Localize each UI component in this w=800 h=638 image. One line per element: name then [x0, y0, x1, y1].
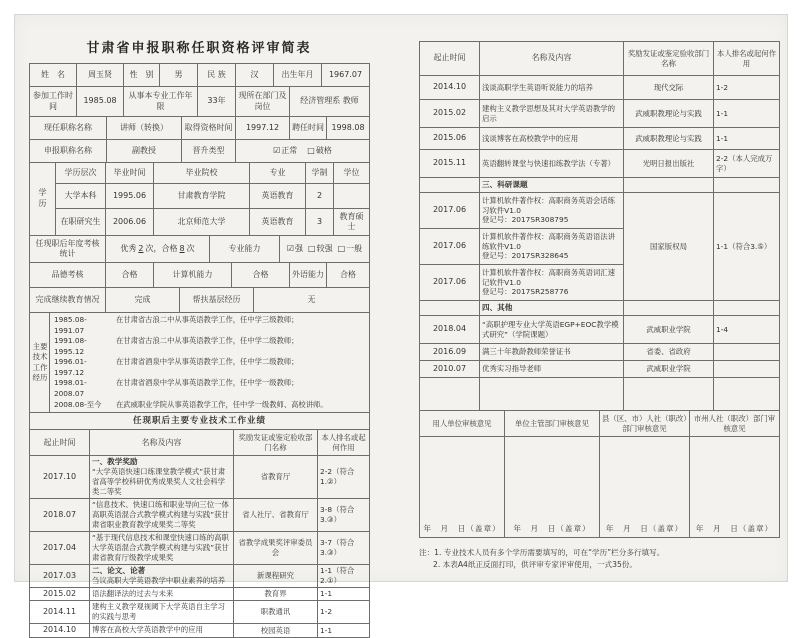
education-vertical-label: 学历 [30, 163, 56, 236]
page-1 [29, 37, 369, 638]
achievement-row: 2018.04 “高职护理专业大学英语EGP+EOC教学模式研究”（学院课题） 武威职业学院 1-4 [420, 316, 780, 344]
col-rank-header: 本人排名或起何作用 [318, 430, 370, 456]
education-table [29, 162, 370, 236]
approval-stamp-area: 年 月 日（盖章） [505, 437, 600, 538]
work-history-table [29, 312, 370, 413]
apply-title-label: 申报职称名称 [30, 140, 107, 163]
title-table [29, 116, 370, 163]
approval-header-employer: 用人单位审核意见 [420, 411, 505, 437]
moral-label: 品德考核 [30, 263, 106, 288]
edu-school-header: 毕业院校 [154, 163, 250, 184]
ability-normal-option: □一般 [337, 243, 363, 253]
section3-title: 三、科研课题 [482, 180, 528, 190]
col-time-header: 起止时间 [30, 430, 90, 456]
col-name-header: 名称及内容 [90, 430, 234, 456]
software-org: 国家版权局 [624, 193, 714, 301]
computer-value: 合格 [232, 263, 290, 288]
achievement-row: 2015.02 语法翻译法的过去与未来 教育界 1-1 [30, 587, 370, 600]
name-label: 姓 名 [30, 64, 77, 87]
ability-label: 专业能力 [210, 236, 280, 263]
achievement-row: 2015.11 英语翻转课堂与快速扣练教学法（专著） 光明日报出版社 2-2（本人完成万字） [420, 150, 780, 178]
promotion-type-label: 晋升类型 [182, 140, 236, 163]
achievements-section-title: 任现职后主要专业技术工作业绩 [30, 413, 370, 430]
current-title-value: 讲师（转换） [107, 117, 182, 140]
software-rank: 1-1（符合3.⑤） [714, 193, 780, 301]
achievements-table-p2 [419, 41, 780, 411]
col-time-header: 起止时间 [420, 42, 480, 76]
approval-stamp-area: 年 月 日（盖章） [420, 437, 505, 538]
years-value: 33年 [198, 87, 236, 117]
ability-value [280, 236, 370, 263]
section-row [420, 301, 780, 316]
education-row: 在职研究生 2006.06 北京师范大学 英语教育 3 教育硕士 [30, 209, 370, 236]
education-row: 大学本科 1995.06 甘肃教育学院 英语教育 2 [30, 184, 370, 209]
achievement-row: 2017.04 “基于现代信息技术和课堂快速口练的高职大学英语混合式教学模式构建与实践”获甘肃省教育厅级教学成果奖 省教学成果奖评审委员会 3-7（符合3.③） [30, 531, 370, 564]
apply-title-value: 副教授 [107, 140, 182, 163]
computer-label: 计算机能力 [154, 263, 232, 288]
section-row [420, 178, 780, 193]
ethnic-label: 民 族 [198, 64, 236, 87]
annual-assess-table [29, 235, 370, 263]
note-line-2: 2. 本表A4纸正反面打印，供评审专家评审使用，一式35份。 [433, 559, 638, 569]
work-history-vertical-label: 主要技术工作经历 [30, 313, 50, 413]
name-value: 周玉贤 [77, 64, 124, 87]
section4-title: 四、其他 [482, 303, 513, 313]
approval-header-county: 县（区、市）人社（职改）部门审核意见 [600, 411, 690, 437]
continuing-edu-label: 完成继续教育情况 [30, 288, 106, 313]
work-history-line: 1996.01-1997.12 在甘肃省酒泉中学从事英语教学工作，任中学二级教师； [54, 357, 299, 377]
achievement-row: 2015.06 浅谈博客在高校教学中的应用 武威职教理论与实践 1-1 [420, 128, 780, 150]
birth-value: 1967.07 [322, 64, 370, 87]
checkbox-checked-icon: ☑ [286, 243, 295, 253]
ethnic-value: 汉 [236, 64, 274, 87]
col-org-header: 奖励发证或鉴定验收部门名称 [624, 42, 714, 76]
form-notes [419, 547, 779, 571]
achievement-row: 2017.03 二、论文、论著 刍议高职大学英语教学中职业素养的培养 新课程研究 1-1（符合2.①） [30, 564, 370, 587]
software-row: 2017.06 计算机软件著作权：高职商务英语会话练习软件V1.0 登记号：2017SR308795 国家版权局 1-1（符合3.⑤） [420, 193, 780, 229]
years-label: 从事本专业工作年限 [124, 87, 198, 117]
workstart-label: 参加工作时间 [30, 87, 77, 117]
continuing-edu-table [29, 287, 370, 313]
current-title-label: 现任职称名称 [30, 117, 107, 140]
work-history-line: 1998.01-2008.07 在甘肃省酒泉中学从事英语教学工作，任中学一级教师； [54, 378, 299, 399]
info-table-row2 [29, 86, 370, 117]
foreign-label: 外语能力 [290, 263, 327, 288]
col-org-header: 奖励发证或鉴定验收部门名称 [234, 430, 318, 456]
edu-degree-header: 学位 [334, 163, 370, 184]
col-rank-header: 本人排名或起何作用 [714, 42, 780, 76]
workstart-value: 1985.08 [77, 87, 124, 117]
checkbox-unchecked-icon: □ [307, 145, 315, 155]
col-name-header: 名称及内容 [480, 42, 624, 76]
dept-value: 经济管理系 教师 [290, 87, 370, 117]
ability-medium-option: □较强 [308, 243, 333, 253]
achievement-row: 2018.07 “信息技术、快速口练和职业导向三位一体高职英语混合式教学模式构建与实践”获甘肃省职业教育教学成果奖二等奖 省人社厅、省教育厅 3-8（符合3.③） [30, 499, 370, 532]
work-history-line: 1985.08-1991.07 在甘肃省古浪二中从事英语教学工作，任中学三级教师； [54, 315, 299, 335]
hire-time-value: 1998.08 [327, 117, 370, 140]
software-row: 2017.06 计算机软件著作权：高职商务英语语法讲练软件V1.0 登记号：2017SR328645 [420, 229, 780, 265]
hire-time-label: 聘任时间 [290, 117, 327, 140]
approval-stamp-area: 年 月 日（盖章） [600, 437, 690, 538]
achievement-row: 2015.02 建构主义教学思想及其对大学英语教学的启示 武威职教理论与实践 1-1 [420, 100, 780, 128]
promotion-normal-option: ☑正常 [273, 145, 298, 155]
achievements-table-p1 [29, 412, 370, 637]
edu-time-header: 毕业时间 [106, 163, 154, 184]
approval-table [419, 410, 780, 538]
achievement-row: 2017.10 一、教学奖励 “大学英语快速口练课堂教学模式”获甘肃省高等学校科研优秀成果奖人文社会科学类二等奖 省教育厅 2-2（符合1.②） [30, 456, 370, 499]
dept-label: 现所在部门及岗位 [236, 87, 290, 117]
edu-length-header: 学制 [306, 163, 334, 184]
promotion-type-value [236, 140, 370, 163]
promotion-exception-option: □破格 [307, 145, 332, 155]
page-2 [419, 41, 779, 571]
software-row: 2017.06 计算机软件著作权：高职商务英语词汇速记软件V1.0 登记号：2017SR258776 [420, 265, 780, 301]
achievement-row: 2016.09 满三十年教龄教师荣誉证书 省委、省政府 [420, 344, 780, 361]
work-history-line: 1991.08-1995.12 在甘肃省古浪二中从事英语教学工作，任中学二级教师； [54, 336, 299, 356]
checkbox-checked-icon: ☑ [273, 145, 281, 155]
grassroots-value: 无 [254, 288, 370, 313]
qualification-time-label: 取得资格时间 [182, 117, 236, 140]
info-table-row1 [29, 63, 370, 87]
continuing-edu-value: 完成 [106, 288, 180, 313]
approval-header-supervisor: 单位主管部门审核意见 [505, 411, 600, 437]
scan-background [14, 14, 788, 635]
achievement-row: 2010.07 优秀实习指导老师 武威职业学院 [420, 361, 780, 378]
moral-value: 合格 [106, 263, 154, 288]
empty-row [420, 378, 780, 411]
note-line-1: 注：1. 专业技术人员有多个学历需要填写的，可在“学历”栏分多行填写。 [419, 548, 665, 557]
approval-stamp-area: 年 月 日（盖章） [690, 437, 780, 538]
page-title: 甘肃省申报职称任职资格评审简表 [86, 41, 312, 56]
edu-level-header: 学历层次 [56, 163, 106, 184]
achievement-row: 2014.10 浅谈高职学生英语听说能力的培养 现代交际 1-2 [420, 76, 780, 100]
work-history-line: 2008.08-至今 在武威职业学院从事英语教学工作，任中学一级教师、高校讲师。 [54, 399, 328, 409]
qualification-time-value: 1997.12 [236, 117, 290, 140]
grassroots-label: 帮扶基层经历 [180, 288, 254, 313]
achievement-row: 2014.11 建构主义教学观视阈下大学英语自主学习的实践与思考 职教通讯 1-2 [30, 601, 370, 624]
skills-table [29, 262, 370, 288]
edu-major-header: 专业 [250, 163, 306, 184]
gender-value: 男 [160, 64, 198, 87]
ability-strong-option: ☑强 [286, 243, 304, 253]
annual-assess-value: 优秀 2 次，合格 8 次 [106, 236, 210, 263]
foreign-value: 合格 [327, 263, 370, 288]
work-history-content [50, 313, 370, 413]
birth-label: 出生年月 [274, 64, 322, 87]
approval-header-city: 市州人社（职改）部门审核意见 [690, 411, 780, 437]
annual-assess-label: 任现职后年度考核统计 [30, 236, 106, 263]
checkbox-unchecked-icon: □ [337, 243, 346, 253]
checkbox-unchecked-icon: □ [308, 243, 316, 253]
gender-label: 性 别 [124, 64, 160, 87]
achievement-row: 2014.10 博客在高校大学英语教学中的应用 校园英语 1-1 [30, 624, 370, 637]
